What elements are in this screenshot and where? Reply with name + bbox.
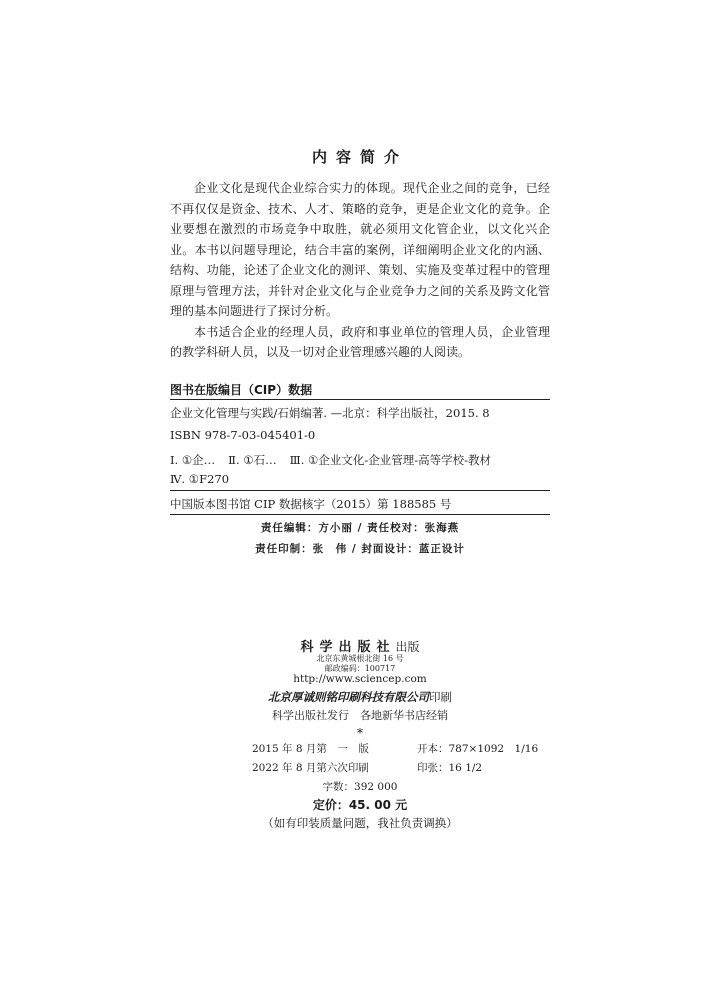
printing: 2022 年 8 月第六次印刷 (252, 762, 369, 774)
printer-name: 北京厚诚则铭印刷科技有限公司 (268, 690, 429, 704)
summary-paragraph-2: 本书适合企业的经理人员，政府和事业单位的管理人员，企业管理的教学科研人员，以及一切对企业管理感兴趣的人阅读。 (170, 324, 550, 359)
printed-sheets: 印张：16 1/2 (417, 762, 483, 774)
edition: 2015 年 8 月第 一 版 (252, 743, 369, 755)
quality-note: （如有印装质量问题，我社负责调换） (262, 816, 458, 830)
summary-title: 内容简介 (311, 148, 408, 166)
printer-suffix: 印刷 (429, 690, 452, 704)
cip-data-number: 中国版本图书馆 CIP 数据核字（2015）第 188585 号 (170, 497, 452, 511)
printing-line (252, 760, 483, 775)
edition-line (252, 741, 539, 756)
publisher-suffix: 出版 (395, 640, 420, 654)
credits-production: 责任印制：张 伟 / 封面设计：蓝正设计 (255, 543, 465, 555)
cip-class-1: Ⅰ. ①企… (170, 453, 216, 467)
credits-editors: 责任编辑：方小丽 / 责任校对：张海燕 (260, 522, 460, 534)
publisher-url: http://www.sciencep.com (293, 673, 427, 685)
cip-middle-rule (170, 490, 550, 491)
word-count: 字数：392 000 (322, 781, 398, 793)
summary-body (170, 178, 550, 363)
cip-class-2: Ⅱ. ①石… (228, 453, 277, 467)
price: 定价：45. 00 元 (312, 798, 408, 812)
printer-line (0, 689, 720, 705)
publisher-postcode: 邮政编码：100717 (324, 664, 396, 673)
summary-paragraph-1: 企业文化是现代企业综合实力的体现。现代企业之间的竞争，已经不再仅仅是资金、技术、人才、策略的竞争，更是企业文化的竞争。企业要想在激烈的市场竞争中取胜，就必须用文化管企业，以文化兴企业。本书以问题导理论，结合丰富的案例，详细阐明企业文化的内涵、结构、功能，论述了企业文化的测评、策划、实施及变革过程中的管理原理与管理方法，并针对企业文化与企业竞争力之间的关系及跨文化管理的基本问题进行了探讨分析。 (170, 181, 550, 318)
cip-classification (170, 452, 555, 468)
cip-bottom-rule (170, 514, 550, 515)
cip-isbn: ISBN 978-7-03-045401-0 (170, 428, 316, 442)
cip-class-3: Ⅲ. ①企业文化-企业管理-高等学校-教材 (289, 453, 491, 467)
cip-header: 图书在版编目（CIP）数据 (170, 383, 313, 397)
publisher-address: 北京东黄城根北街 16 号 (316, 654, 404, 663)
publisher-name: 科学出版社 (300, 640, 396, 655)
cip-top-rule (170, 399, 550, 400)
cip-title-line: 企业文化管理与实践/石娟编著. —北京：科学出版社，2015. 8 (170, 406, 490, 420)
distribution-line: 科学出版社发行 各地新华书店经销 (272, 709, 448, 722)
book-format: 开本：787×1092 1/16 (417, 743, 539, 755)
cip-class-4: Ⅳ. ①F270 (170, 472, 230, 486)
separator-star: * (357, 726, 363, 740)
